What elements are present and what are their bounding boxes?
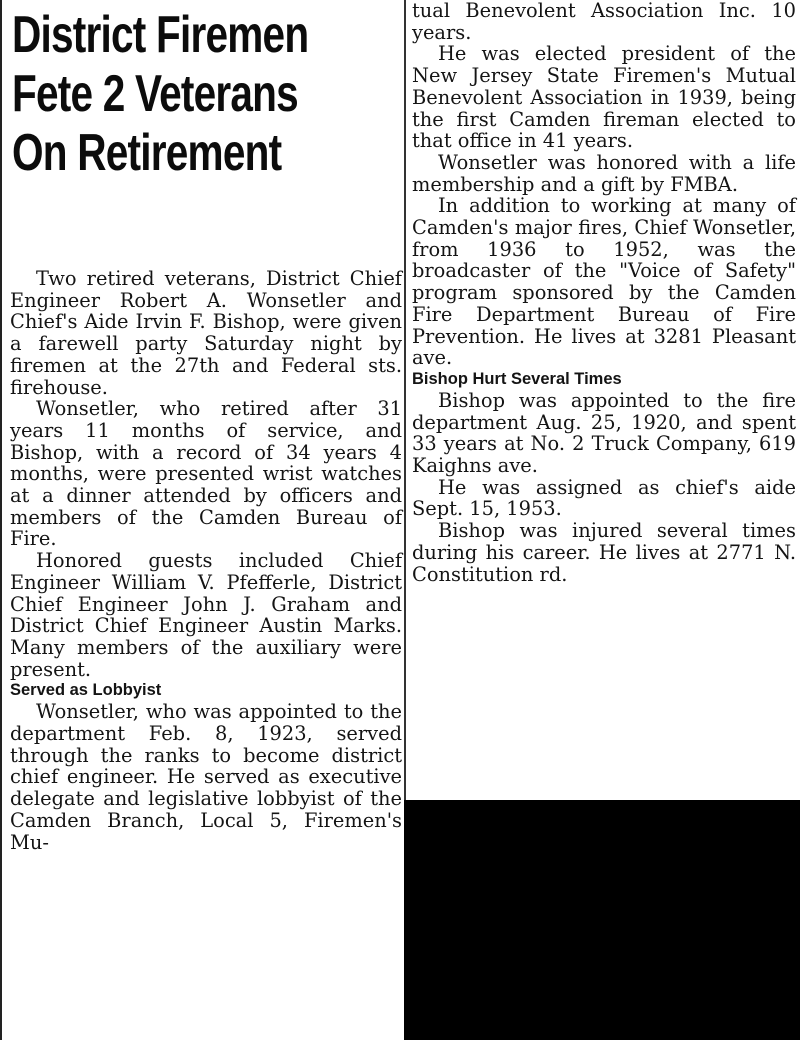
- paragraph-intro: Two retired veterans, District Chief Engineer Robert A. Wonsetler and Chief's Aide Irvin F. Bishop, were given a farewell party Saturday night by firemen at the 27th and Federal sts. firehouse.: [10, 267, 402, 399]
- paragraph-bishop-injured: Bishop was injured several times during his career. He lives at 2771 N. Constitution rd.: [412, 519, 796, 586]
- subhead-lobbyist: Served as Lobbyist: [10, 681, 162, 700]
- headline-line-2: Fete 2 Veterans: [12, 65, 298, 123]
- paragraph-membership: Wonsetler was honored with a life membership and a gift by FMBA.: [412, 150, 796, 196]
- paragraph-lobbyist: Wonsetler, who was appointed to the department Feb. 8, 1923, served through the ranks to become district chief engineer. He served as executive delegate and legislative lobbyist of the Camden Branch, Local 5, Firemen's Mu-: [10, 700, 402, 854]
- paragraph-bishop-appointed: Bishop was appointed to the fire department Aug. 25, 1920, and spent 33 years at No. 2 Truck Company, 619 Kaighns ave.: [412, 388, 796, 478]
- headline-line-3: On Retirement: [12, 124, 282, 182]
- left-body: [10, 268, 402, 853]
- paragraph-guests: Honored guests included Chief Engineer William V. Pfefferle, District Chief Engineer John J. Graham and District Chief Engineer Austin Marks. Many members of the auxiliary were present.: [10, 549, 402, 681]
- black-redaction-block: [404, 800, 800, 1040]
- paragraph-bishop-aide: He was assigned as chief's aide Sept. 15, 1953.: [412, 475, 796, 521]
- right-body: [412, 0, 796, 585]
- subhead-bishop: Bishop Hurt Several Times: [412, 369, 622, 388]
- paragraph-president: He was elected president of the New Jersey State Firemen's Mutual Benevolent Association in 1939, being the first Camden fireman elected to that office in 41 years.: [412, 42, 796, 153]
- paragraph-retirement: Wonsetler, who retired after 31 years 11 months of service, and Bishop, with a record of 34 years 4 months, were presented wrist watches at a dinner attended by officers and members of the Camden Bureau of Fire.: [10, 397, 402, 551]
- headline: [12, 6, 402, 183]
- right-column: [404, 0, 800, 800]
- headline-line-1: District Firemen: [12, 6, 309, 64]
- paragraph-continuation: tual Benevolent Association Inc. 10 years.: [412, 0, 796, 44]
- paragraph-broadcaster: In addition to working at many of Camden's major fires, Chief Wonsetler, from 1936 to 1952, was the broadcaster of the "Voice of Safety" program sponsored by the Camden Fire Department Bureau of Fire Prevention. He lives at 3281 Pleasant ave.: [412, 194, 796, 370]
